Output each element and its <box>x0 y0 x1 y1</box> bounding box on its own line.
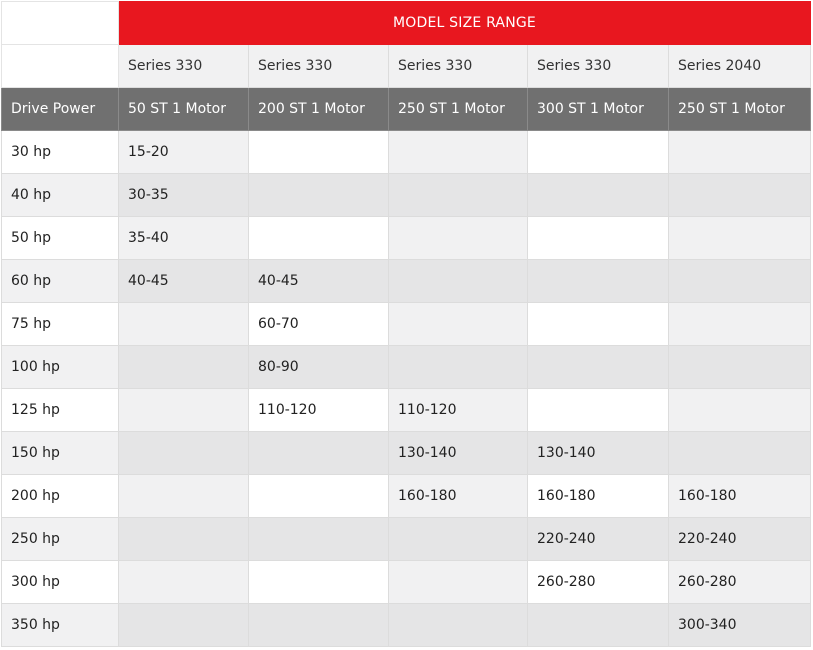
model-range-cell <box>528 217 669 260</box>
corner-cell <box>2 2 119 45</box>
model-range-cell <box>389 303 528 346</box>
motor-header: 50 ST 1 Motor <box>119 88 249 131</box>
motor-header: 250 ST 1 Motor <box>389 88 528 131</box>
model-range-cell <box>669 217 811 260</box>
model-range-cell <box>249 174 389 217</box>
table-row <box>2 346 811 389</box>
series-header: Series 330 <box>249 45 389 88</box>
model-range-cell: 60-70 <box>249 303 389 346</box>
table-row <box>2 174 811 217</box>
title-row <box>2 2 811 45</box>
drive-power-cell: 30 hp <box>2 131 119 174</box>
drive-power-cell: 250 hp <box>2 518 119 561</box>
model-range-cell <box>119 346 249 389</box>
model-range-cell <box>389 217 528 260</box>
table-row <box>2 389 811 432</box>
model-range-cell <box>528 260 669 303</box>
model-range-cell <box>669 432 811 475</box>
drive-power-cell: 75 hp <box>2 303 119 346</box>
drive-power-cell: 60 hp <box>2 260 119 303</box>
model-range-cell <box>249 217 389 260</box>
model-range-cell <box>528 174 669 217</box>
model-range-cell <box>669 174 811 217</box>
model-range-cell: 260-280 <box>528 561 669 604</box>
model-range-cell: 15-20 <box>119 131 249 174</box>
drive-power-cell: 50 hp <box>2 217 119 260</box>
model-range-cell <box>249 561 389 604</box>
table-row <box>2 131 811 174</box>
model-range-cell: 110-120 <box>389 389 528 432</box>
model-range-cell <box>249 432 389 475</box>
model-range-cell: 40-45 <box>249 260 389 303</box>
corner-cell <box>2 45 119 88</box>
drive-power-cell: 350 hp <box>2 604 119 647</box>
model-range-cell: 80-90 <box>249 346 389 389</box>
model-range-cell <box>389 346 528 389</box>
model-range-cell <box>669 260 811 303</box>
model-range-cell: 35-40 <box>119 217 249 260</box>
model-range-cell <box>389 604 528 647</box>
model-range-cell: 160-180 <box>528 475 669 518</box>
table-row <box>2 303 811 346</box>
model-range-cell <box>669 131 811 174</box>
model-range-cell <box>389 131 528 174</box>
model-range-cell: 220-240 <box>669 518 811 561</box>
motor-header: 300 ST 1 Motor <box>528 88 669 131</box>
drive-power-cell: 100 hp <box>2 346 119 389</box>
header-row <box>2 88 811 131</box>
model-range-cell <box>249 475 389 518</box>
drive-power-header: Drive Power <box>2 88 119 131</box>
series-header: Series 2040 <box>669 45 811 88</box>
model-range-cell: 30-35 <box>119 174 249 217</box>
table-row <box>2 604 811 647</box>
model-range-cell <box>119 518 249 561</box>
model-range-cell <box>389 561 528 604</box>
motor-header: 250 ST 1 Motor <box>669 88 811 131</box>
model-range-cell: 40-45 <box>119 260 249 303</box>
model-range-cell <box>528 131 669 174</box>
drive-power-cell: 300 hp <box>2 561 119 604</box>
series-header: Series 330 <box>528 45 669 88</box>
series-header: Series 330 <box>389 45 528 88</box>
drive-power-cell: 40 hp <box>2 174 119 217</box>
model-range-cell: 160-180 <box>389 475 528 518</box>
model-range-cell <box>249 604 389 647</box>
series-header: Series 330 <box>119 45 249 88</box>
model-range-cell <box>249 131 389 174</box>
model-range-cell <box>249 518 389 561</box>
model-range-cell: 220-240 <box>528 518 669 561</box>
model-range-cell <box>119 604 249 647</box>
drive-power-cell: 150 hp <box>2 432 119 475</box>
model-range-cell <box>119 432 249 475</box>
model-range-cell: 260-280 <box>669 561 811 604</box>
model-range-cell <box>389 518 528 561</box>
table-row <box>2 518 811 561</box>
model-size-table <box>1 1 811 647</box>
table-row <box>2 561 811 604</box>
model-range-cell <box>528 389 669 432</box>
model-range-cell: 300-340 <box>669 604 811 647</box>
model-range-cell: 110-120 <box>249 389 389 432</box>
model-range-cell <box>669 389 811 432</box>
model-range-cell <box>669 303 811 346</box>
table-row <box>2 217 811 260</box>
model-range-cell <box>119 389 249 432</box>
model-range-cell: 130-140 <box>389 432 528 475</box>
table-row <box>2 432 811 475</box>
model-range-cell <box>389 260 528 303</box>
drive-power-cell: 200 hp <box>2 475 119 518</box>
model-range-cell <box>389 174 528 217</box>
table-title: MODEL SIZE RANGE <box>119 2 811 45</box>
drive-power-cell: 125 hp <box>2 389 119 432</box>
model-range-cell: 160-180 <box>669 475 811 518</box>
table-row <box>2 260 811 303</box>
model-range-cell <box>669 346 811 389</box>
model-range-cell: 130-140 <box>528 432 669 475</box>
table-row <box>2 475 811 518</box>
model-range-cell <box>528 604 669 647</box>
model-range-cell <box>119 475 249 518</box>
model-range-cell <box>528 303 669 346</box>
model-range-cell <box>119 561 249 604</box>
motor-header: 200 ST 1 Motor <box>249 88 389 131</box>
series-row <box>2 45 811 88</box>
model-range-cell <box>528 346 669 389</box>
model-range-cell <box>119 303 249 346</box>
